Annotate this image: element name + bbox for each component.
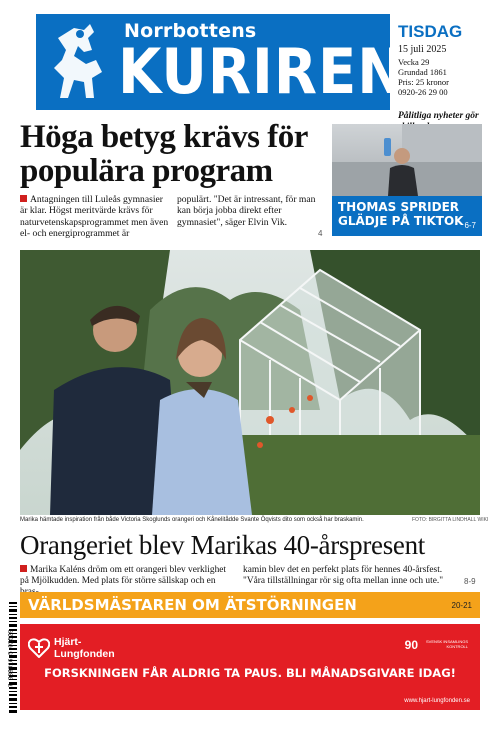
lead-body	[20, 194, 326, 240]
teaser-tiktok[interactable]	[332, 124, 482, 236]
founded: Grundad 1861	[398, 67, 447, 77]
ad-url[interactable]: www.hjart-lungfonden.se	[404, 698, 470, 704]
story2-page-ref: 8-9	[464, 577, 476, 586]
brand-logo: KURIREN	[118, 36, 406, 109]
photo-caption: Marika hämtade inspiration från både Victoria Skoglunds orangeri och Kånelitådde Svante Öqvists dito som också har braskamin.	[20, 517, 364, 523]
week-number: Vecka 29	[398, 57, 430, 67]
photo-credit: FOTO: BIRGITTA LINDHALL WIKI	[412, 517, 489, 523]
teaser-photo	[332, 124, 482, 196]
ad-slogan: FORSKNINGEN FÅR ALDRIG TA PAUS. BLI MÅNADSGIVARE IDAG!	[44, 666, 456, 680]
badge-90-text: SVENSK INSAMLINGS KONTROLL	[425, 639, 468, 649]
story2-headline[interactable]: Orangeriet blev Marikas 40-årspresent	[20, 530, 425, 560]
lead-headline[interactable]: Höga betyg krävs för populära program	[20, 119, 308, 189]
badge-90-number: 90	[404, 638, 418, 652]
teaser-title: THOMAS SPRIDER GLÄDJE PÅ TIKTOK	[338, 200, 464, 228]
issue-facts	[398, 57, 496, 97]
weekday: TISDAG	[398, 22, 463, 41]
orange-teaser-bar[interactable]	[20, 592, 480, 618]
person-photo-icon	[332, 124, 482, 196]
price: Pris: 25 kronor	[398, 77, 449, 87]
orange-teaser-title: VÄRLDSMÄSTAREN OM ÄTSTÖRNINGEN	[28, 596, 357, 614]
barcode-number: 7 388016 5 02529	[7, 629, 15, 688]
ad-logo-text: Hjärt- Lungfonden	[54, 636, 115, 660]
lead-page-ref: 4	[318, 229, 323, 238]
story2-col-2: kamin blev det en perfekt plats för hennes 40-årsfest. "Våra tillställningar rör sig ofta mellan inne och ute."	[243, 565, 444, 587]
lead-col-1: Antagningen till Luleås gymnasier är klar. Högst meritvärde krävs för naturvetenskapsprogrammet men även el- och energiprogrammet är	[20, 194, 169, 240]
couple-greenhouse-photo	[20, 250, 480, 515]
advertisement[interactable]	[20, 624, 480, 710]
slogan: Pålitliga nyheter gör	[398, 111, 479, 121]
masthead	[36, 14, 406, 110]
orange-page-ref: 20-21	[451, 601, 472, 610]
story2-col-1: Marika Kaléns dröm om ett orangeri blev verklighet på Mjölkudden. Med plats för större sällskap och en	[20, 565, 227, 587]
edition-info	[398, 22, 496, 133]
bullet-square-icon	[20, 565, 27, 572]
teaser-page-ref: 6-7	[464, 221, 476, 230]
phone: 0920-26 29 00	[398, 87, 448, 97]
bullet-square-icon	[20, 195, 27, 202]
issue-date: 15 juli 2025	[398, 44, 447, 55]
heart-lung-icon	[28, 638, 50, 658]
brand-small: Norrbottens	[124, 20, 257, 42]
main-photo[interactable]	[20, 250, 480, 515]
horse-rider-icon	[44, 20, 114, 104]
lead-col-2: populärt. "Det är intressant, för man kan börja jobba direkt efter gymnasiet", säger Elvin Vik.	[177, 194, 316, 228]
